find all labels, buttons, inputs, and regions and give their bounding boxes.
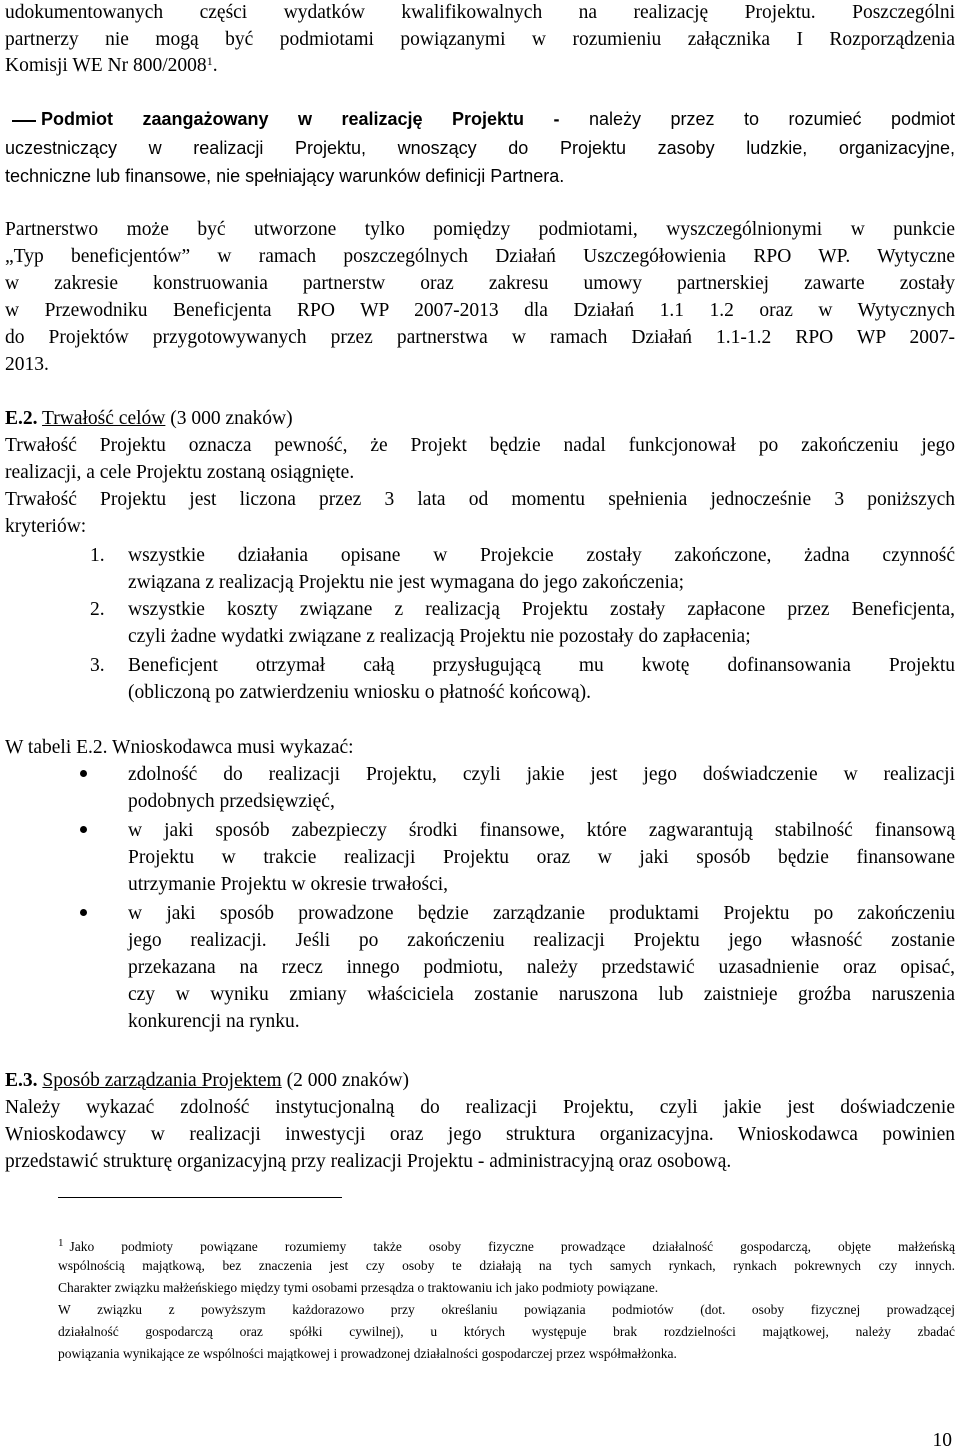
bullet-item-line: jego realizacji. Jeśli po zakończeniu realizacji Projektu jego własność zostanie: [128, 930, 955, 951]
bullet-item-line: czy w wyniku zmiany właściciela zostanie naruszona lub zaistnieje groźba naruszenia: [128, 984, 955, 1005]
page-number: 10: [932, 1430, 952, 1451]
text-line: uczestniczący w realizacji Projektu, wnoszący do Projektu zasoby ludzkie, organizacyjne,: [5, 138, 955, 158]
section-heading-e3: [5, 1068, 409, 1094]
footnote-reference: 1: [206, 54, 213, 68]
section-code: E.2.: [5, 408, 38, 429]
footnote-line: wspólnością majątkową, bez znaczenia jest czy osoby te działają na tych samych rynkach, rynkach pokrewnych czy innych.: [58, 1258, 955, 1273]
definition-term: Podmiot zaangażowany w realizację Projektu -: [41, 109, 560, 129]
section-heading-e2: [5, 406, 293, 432]
text-line: w zakresie konstruowania partnerstw oraz zakresu umowy partnerskiej zawarte zostały: [5, 273, 955, 294]
text-fragment: należy przez to rozumieć podmiot: [588, 109, 955, 129]
bullet-item-line: konkurencji na rynku.: [128, 1011, 300, 1032]
bullet-icon: [80, 909, 87, 916]
text-line: Wnioskodawcy w realizacji inwestycji oraz jego struktura organizacyjna. Wnioskodawca powinien: [5, 1124, 955, 1145]
text-line: „Typ beneficjentów” w ramach poszczególnych Działań Uszczegółowienia RPO WP. Wytyczne: [5, 246, 955, 267]
text-line: realizacji, a cele Projektu zostaną osiągnięte.: [5, 462, 355, 483]
list-item-line: (obliczoną po zatwierdzeniu wniosku o płatność końcową).: [128, 682, 591, 703]
footnote-line: działalność gospodarczą oraz spółki cywilnej), u których występuje brak rozdzielności majątkowej, należy zbadać: [58, 1324, 955, 1339]
text-line: partnerzy nie mogą być podmiotami powiązanymi w rozumieniu załącznika I Rozporządzenia: [5, 29, 955, 50]
section-title: Sposób zarządzania Projektem: [42, 1070, 282, 1091]
text-line: Partnerstwo może być utworzone tylko pomiędzy podmiotami, wyszczególnionymi w punkcie: [5, 219, 955, 240]
definition-line: [41, 106, 955, 132]
list-number: 1.: [90, 545, 105, 566]
list-number: 3.: [90, 655, 105, 676]
footnote-line: Charakter związku małżeńskiego między tymi osobami przesądza o traktowaniu ich jako podmioty powiązane.: [58, 1280, 659, 1295]
bullet-icon: [80, 770, 87, 777]
bullet-item-line: zdolność do realizacji Projektu, czyli jakie jest jego doświadczenie w realizacji: [128, 764, 955, 785]
bullet-item-line: utrzymanie Projektu w okresie trwałości,: [128, 874, 449, 895]
list-item-line: czyli żadne wydatki związane z realizacją Projektu nie pozostały do zapłacenia;: [128, 626, 751, 647]
text-line: [5, 53, 218, 79]
text-line: 2013.: [5, 354, 49, 375]
text-fragment: Jako podmioty powiązane rozumiemy także osoby fizyczne prowadzące działalność gospodarczą, objęte małżeńską: [69, 1239, 955, 1254]
dash-marker: [12, 120, 36, 122]
bullet-item-line: podobnych przedsięwzięć,: [128, 791, 335, 812]
char-limit: (2 000 znaków): [286, 1070, 409, 1091]
bullet-icon: [80, 826, 87, 833]
footnote-line: [58, 1234, 955, 1257]
section-title: Trwałość celów: [42, 408, 166, 429]
footnote-separator: [58, 1197, 342, 1198]
list-item-line: Beneficjent otrzymał całą przysługującą mu kwotę dofinansowania Projektu: [128, 655, 955, 676]
footnote-mark: 1: [58, 1237, 64, 1249]
text-line: Należy wykazać zdolność instytucjonalną do realizacji Projektu, czyli jakie jest doświadczenie: [5, 1097, 955, 1118]
footnote-line: powiązania wynikające ze wspólności majątkowej i prowadzonej działalności gospodarczej przez współmałżonka.: [58, 1346, 677, 1361]
list-item-line: związana z realizacją Projektu nie jest wymagana do jego zakończenia;: [128, 572, 685, 593]
text-fragment: Komisji WE Nr 800/2008: [5, 55, 207, 76]
list-item-line: wszystkie działania opisane w Projekcie zostały zakończone, żadna czynność: [128, 545, 955, 566]
footnote-line: W związku z powyższym każdorazowo przy określaniu powiązania podmiotów (dot. osoby fizycznej prowadzącej: [58, 1302, 955, 1317]
text-line: W tabeli E.2. Wnioskodawca musi wykazać:: [5, 737, 354, 758]
bullet-item-line: Projektu w trakcie realizacji Projektu oraz w jaki sposób będzie finansowane: [128, 847, 955, 868]
list-number: 2.: [90, 599, 105, 620]
text-line: Trwałość Projektu jest liczona przez 3 lata od momentu spełnienia jednocześnie 3 poniższych: [5, 489, 955, 510]
text-line: w Przewodniku Beneficjenta RPO WP 2007-2013 dla Działań 1.1 1.2 oraz w Wytycznych: [5, 300, 955, 321]
section-code: E.3.: [5, 1070, 38, 1091]
text-line: przedstawić strukturę organizacyjną przy realizacji Projektu - administracyjną oraz osobową.: [5, 1151, 732, 1172]
list-item-line: wszystkie koszty związane z realizacją Projektu zostały zapłacone przez Beneficjenta,: [128, 599, 955, 620]
text-line: do Projektów przygotowywanych przez partnerstwa w ramach Działań 1.1-1.2 RPO WP 2007-: [5, 327, 955, 348]
text-line: kryteriów:: [5, 516, 87, 537]
text-line: techniczne lub finansowe, nie spełniający warunków definicji Partnera.: [5, 166, 565, 186]
bullet-item-line: w jaki sposób prowadzone będzie zarządzanie produktami Projektu po zakończeniu: [128, 903, 955, 924]
text-line: udokumentowanych części wydatków kwalifikowalnych na realizację Projektu. Poszczególni: [5, 2, 955, 23]
char-limit: (3 000 znaków): [170, 408, 293, 429]
bullet-item-line: przekazana na rzecz innego podmiotu, należy przedstawić uzasadnienie oraz opisać,: [128, 957, 955, 978]
text-fragment: .: [212, 55, 218, 76]
bullet-item-line: w jaki sposób zabezpieczy środki finansowe, które zagwarantują stabilność finansową: [128, 820, 955, 841]
text-line: Trwałość Projektu oznacza pewność, że Projekt będzie nadal funkcjonował po zakończeniu jego: [5, 435, 955, 456]
